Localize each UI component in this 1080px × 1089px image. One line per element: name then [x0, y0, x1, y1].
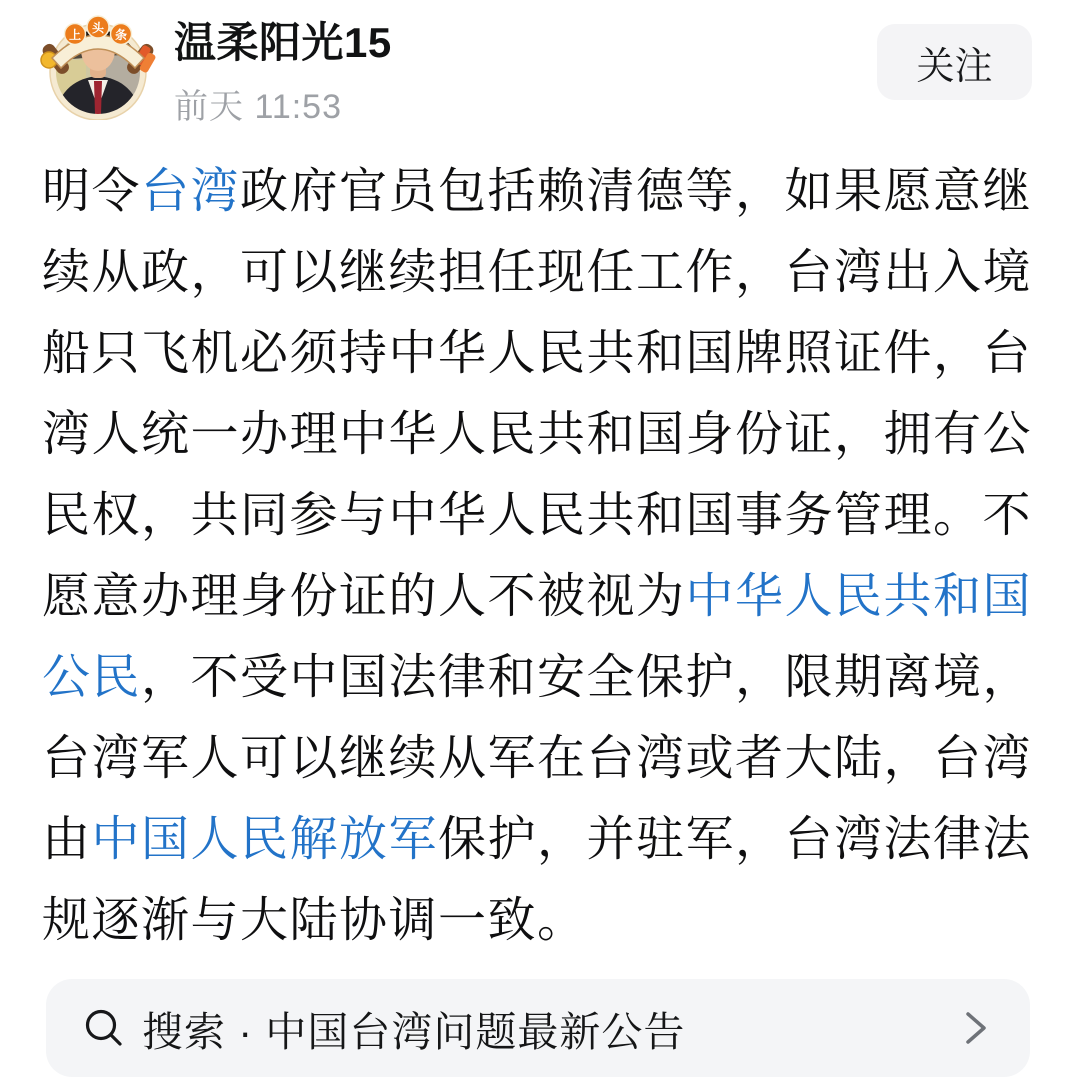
- chevron-right-icon: [958, 1006, 994, 1050]
- timestamp: 前天 11:53: [174, 88, 343, 126]
- author-block: [174, 20, 392, 128]
- post-text-line: [42, 637, 1038, 718]
- post-text-line: [42, 556, 1038, 637]
- post-text-line: [42, 151, 1038, 232]
- related-search-bar[interactable]: [46, 979, 1030, 1077]
- post-text-line: [42, 313, 1038, 394]
- post-text: 船只飞机必须持中华人民共和国牌照证件，台: [42, 327, 1033, 380]
- avatar[interactable]: [40, 8, 156, 120]
- post-text: 愿意办理身份证的人不被视为: [42, 570, 686, 623]
- search-suggestion-label: 搜索 · 中国台湾问题最新公告: [142, 1008, 686, 1055]
- post-text: 明令: [42, 165, 142, 218]
- post-text-line: [42, 232, 1038, 313]
- post-text-line: [42, 880, 1038, 961]
- post-text: 由: [42, 813, 92, 866]
- post-text: 台湾军人可以继续从军在台湾或者大陆，台湾: [42, 732, 1033, 785]
- post-text: 保护，并驻军，台湾法律法: [438, 813, 1033, 866]
- avatar-decorated-photo: [40, 8, 156, 120]
- post-text: ，不受中国法律和安全保护，限期离境，: [141, 651, 1033, 704]
- post-text-line: [42, 799, 1038, 880]
- post-header: [40, 8, 1032, 128]
- svg-text:条: 条: [114, 28, 128, 42]
- inline-topic-link[interactable]: 中国人民解放军: [91, 813, 439, 866]
- follow-button[interactable]: 关注: [877, 24, 1032, 100]
- post-text-line: [42, 718, 1038, 799]
- inline-topic-link[interactable]: 台湾: [141, 165, 241, 218]
- svg-text:上: 上: [68, 28, 82, 42]
- post-text: 民权，共同参与中华人民共和国事务管理。不: [42, 489, 1033, 542]
- post-text: 政府官员包括赖清德等，如果愿意继: [240, 165, 1033, 218]
- post-text: 续从政，可以继续担任现任工作，台湾出入境: [42, 246, 1033, 299]
- post-text: 湾人统一办理中华人民共和国身份证，拥有公: [42, 408, 1033, 461]
- post-text: 规逐渐与大陆协调一致。: [42, 894, 587, 947]
- post-text-line: [42, 394, 1038, 475]
- post-text-line: [42, 475, 1038, 556]
- svg-text:头: 头: [91, 21, 105, 35]
- inline-topic-link[interactable]: 中华人民共和国: [685, 570, 1033, 623]
- search-icon: [82, 1006, 126, 1050]
- post-body: [42, 151, 1038, 961]
- inline-topic-link[interactable]: 公民: [42, 651, 142, 704]
- username[interactable]: 温柔阳光15: [174, 19, 392, 66]
